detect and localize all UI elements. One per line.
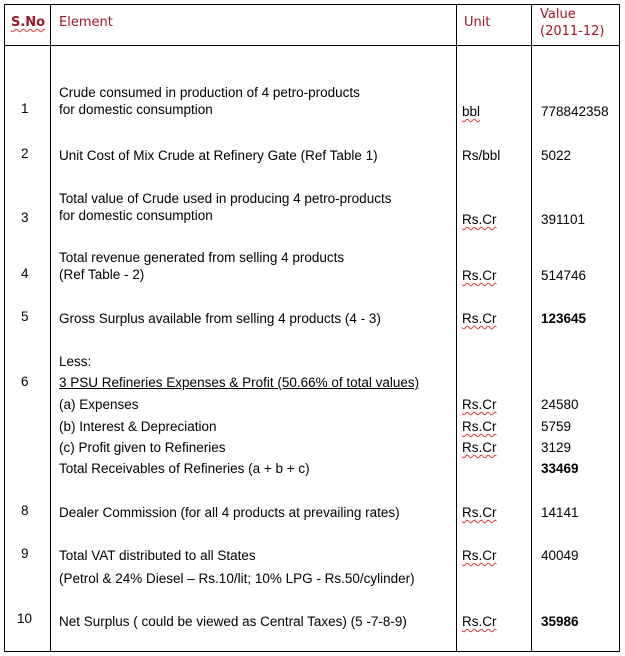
row-value: 514746: [541, 268, 587, 283]
row-subitem-unit: Rs.Cr: [462, 397, 497, 412]
row-total-value: 33469: [541, 461, 579, 476]
row-unit: Rs.Cr: [462, 311, 497, 326]
row-subitem-unit: Rs.Cr: [462, 419, 497, 434]
row-less-label: Less:: [59, 354, 92, 369]
row-subheading: 3 PSU Refineries Expenses & Profit (50.66% of total values): [59, 375, 420, 390]
row-sno: 1: [21, 101, 29, 116]
row-unit: Rs/bbl: [462, 148, 501, 163]
column-divider: [531, 5, 532, 651]
row-unit: bbl: [462, 104, 481, 119]
row-value: 391101: [541, 212, 586, 227]
row-value: 40049: [541, 548, 579, 563]
row-sno: 5: [21, 309, 29, 324]
row-element: Total revenue generated from selling 4 products: [59, 250, 345, 265]
row-element: Total VAT distributed to all States: [59, 548, 256, 563]
row-unit: Rs.Cr: [462, 548, 497, 563]
header-divider: [5, 45, 619, 46]
header-element: Element: [59, 15, 113, 30]
row-subitem-label: (c) Profit given to Refineries: [59, 440, 226, 455]
row-sno: 2: [21, 146, 29, 161]
row-value: 778842358: [541, 104, 609, 119]
row-element: Net Surplus ( could be viewed as Central Taxes) (5 -7-8-9): [59, 614, 407, 629]
row-subitem-label: (a) Expenses: [59, 397, 139, 412]
row-element: Dealer Commission (for all 4 products at prevailing rates): [59, 505, 400, 520]
row-sno: 6: [21, 374, 29, 389]
row-total-label: Total Receivables of Refineries (a + b + c): [59, 461, 310, 476]
row-value: 35986: [541, 614, 579, 629]
row-element: Total value of Crude used in producing 4 petro-products: [59, 191, 392, 206]
row-value: 14141: [541, 505, 579, 520]
header-value-period: (2011-12): [540, 24, 605, 39]
row-unit: Rs.Cr: [462, 212, 497, 227]
column-divider: [50, 5, 51, 651]
row-element-cont: for domestic consumption: [59, 102, 213, 117]
row-subitem-value: 5759: [541, 419, 572, 434]
row-sno: 3: [21, 210, 29, 225]
row-element-cont: for domestic consumption: [59, 208, 213, 223]
row-sno: 10: [17, 611, 33, 626]
row-unit: Rs.Cr: [462, 268, 497, 283]
row-subitem-label: (b) Interest & Depreciation: [59, 419, 217, 434]
header-sno: S.No: [11, 15, 46, 30]
row-unit: Rs.Cr: [462, 505, 497, 520]
row-sno: 9: [21, 546, 29, 561]
column-divider: [456, 5, 457, 651]
row-subitem-value: 3129: [541, 440, 572, 455]
header-value: Value: [540, 7, 576, 22]
row-element: Crude consumed in production of 4 petro-products: [59, 85, 360, 100]
row-sno: 4: [21, 266, 29, 281]
header-unit: Unit: [464, 15, 491, 30]
row-unit: Rs.Cr: [462, 614, 497, 629]
petro-surplus-table: [4, 4, 620, 652]
row-subitem-value: 24580: [541, 397, 579, 412]
row-element: Gross Surplus available from selling 4 products (4 - 3): [59, 311, 381, 326]
row-value: 123645: [541, 311, 587, 326]
row-element-cont: (Petrol & 24% Diesel – Rs.10/lit; 10% LPG - Rs.50/cylinder): [59, 571, 415, 586]
row-subitem-unit: Rs.Cr: [462, 440, 497, 455]
row-value: 5022: [541, 148, 572, 163]
row-element-cont: (Ref Table - 2): [59, 267, 145, 282]
row-element: Unit Cost of Mix Crude at Refinery Gate (Ref Table 1): [59, 148, 378, 163]
row-sno: 8: [21, 503, 29, 518]
